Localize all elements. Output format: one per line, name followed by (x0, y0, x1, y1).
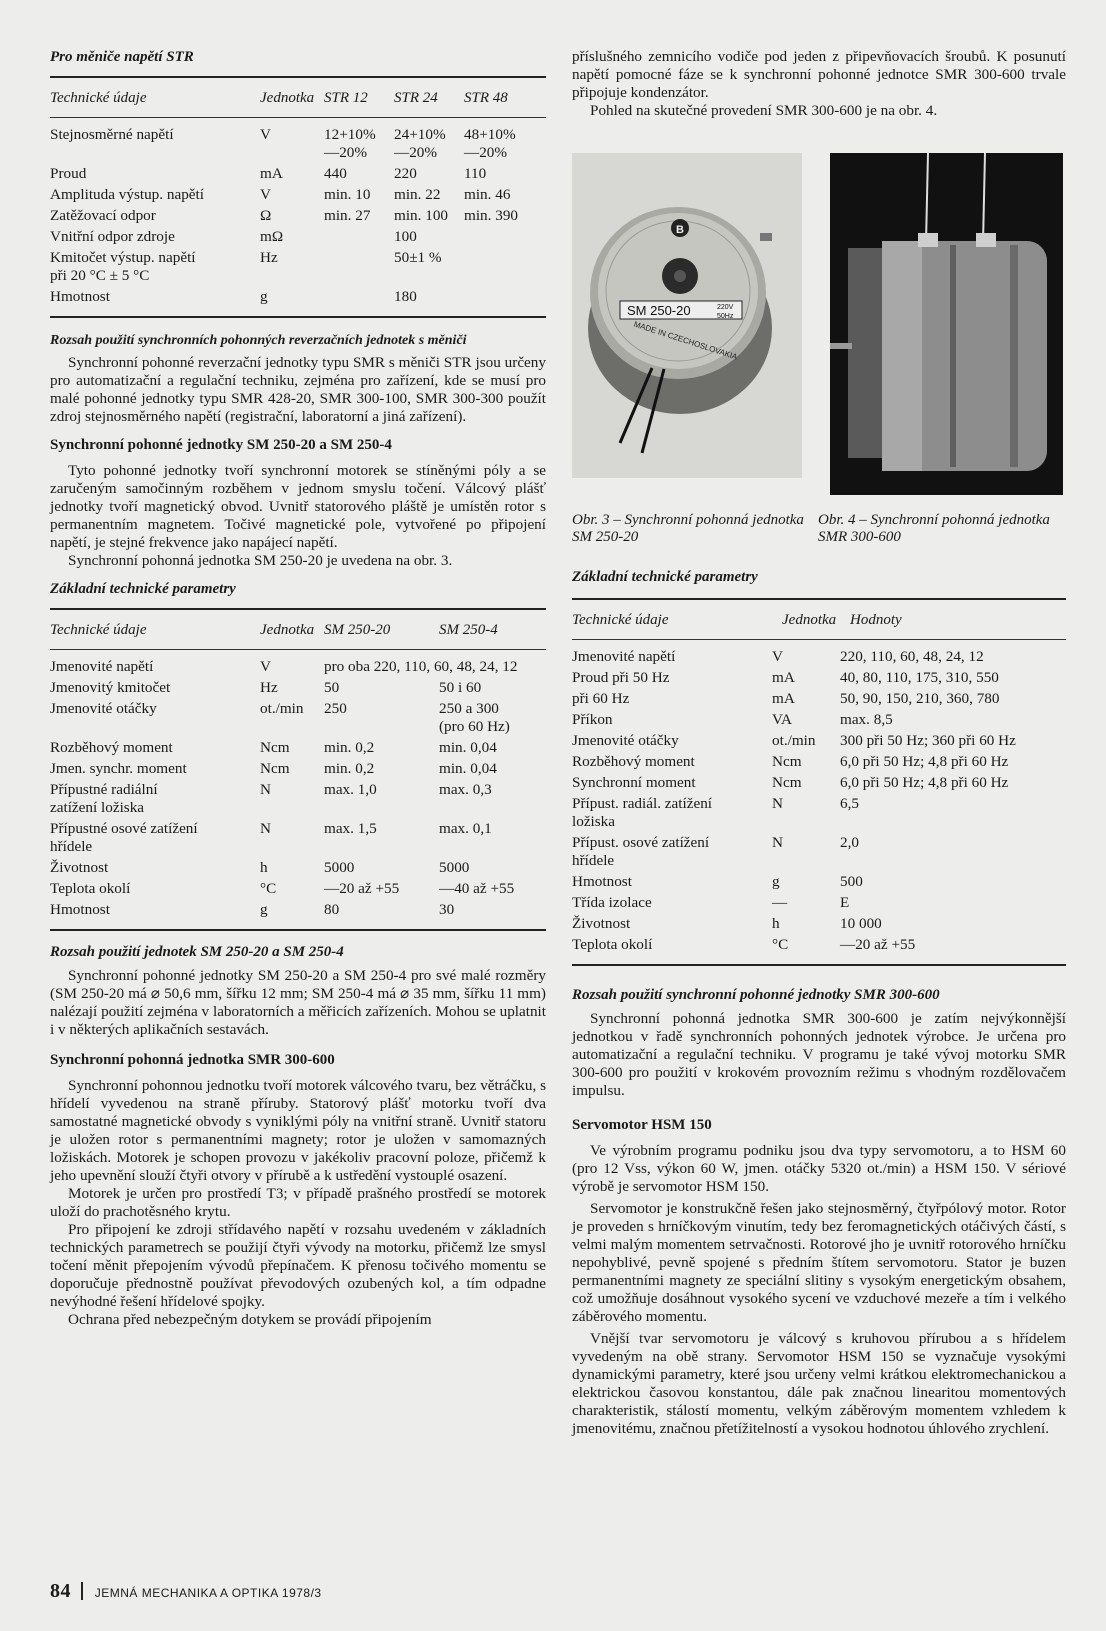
table-cell: 10 000 (840, 915, 882, 932)
table-cell: 2,0 (840, 834, 859, 851)
table-cell: 180 (394, 288, 417, 305)
table-cell: — (772, 894, 788, 911)
table-cell: 50±1 % (394, 249, 442, 266)
table-cell: VA (772, 711, 792, 728)
table-cell: N (260, 820, 271, 837)
str-heading: Pro měniče napětí STR (50, 49, 194, 65)
rozsah-sm-title: Rozsah použití jednotek SM 250-20 a SM 250-4 (50, 944, 344, 960)
photo3-label: SM 250-20 (627, 303, 691, 318)
sm-title: Synchronní pohonné jednotky SM 250-20 a SM 250-4 (50, 437, 392, 453)
table-cell: Teplota okolí (50, 880, 131, 897)
table-cell: 110 (464, 165, 487, 182)
table-cell: N (260, 781, 271, 798)
t2-h0: Technické údaje (50, 622, 147, 638)
table-row (50, 880, 546, 898)
table-cell: 48+10% —20% (464, 126, 516, 161)
table-cell: g (260, 288, 268, 305)
smr-p3: Pro připojení ke zdroji střídavého napětí v rozsahu uvedeném v základních technických parametrech se použijí čtyři vývody na motorku, přičemž lze smysl točení měnit přepojením vývodů přepínačem. K přenosu točivého momentu se doporučuje přednostně používat převodových ozubených kol, a tím odpadne nevýhodné řešení hřídelové spojky. (50, 1221, 546, 1310)
captions (572, 512, 1066, 546)
table-cell: 250 a 300 (pro 60 Hz) (439, 700, 510, 735)
motor-sm-250-20-image (572, 153, 802, 478)
table-cell: Hz (260, 679, 278, 696)
table-cell: V (260, 658, 271, 675)
sm-text2: Synchronní pohonná jednotka SM 250-20 je uvedena na obr. 3. (68, 552, 453, 569)
rozsah-str-text: Synchronní pohonné reverzační jednotky typu SMR s měniči STR jsou určeny pro automatizační a regulační techniku, zejména pro zařízení, kde se musí pro malé pohonné jednotky typu SMR 428-20, SMR 300-100, SMR 300-300 použít zdroj stejnosměrného napětí (registrační, laboratorní a jiná zařízení). (50, 354, 546, 425)
hsm-p2: Servomotor je konstrukčně řešen jako stejnosměrný, čtyřpólový motor. Rotor je proveden s hrníčkovým vinutím, tedy bez feromagnetických otáčivých částí, s velmi malým momentem setrvačnosti. Rotorové jho je uvnitř rotorového hrníčku nepohyblivé, pevně spojené s předním štítem servomotoru. Stator je buzen permanentními magnety ze speciální slitiny s vysokým energetickým obsahem, což umožňuje dosáhnout vysokého sycení ve vzduchové mezeře a tím i velkého záběrového momentu. (572, 1200, 1066, 1325)
table-row (50, 679, 546, 697)
table-rule (50, 316, 546, 318)
smr-p4: Ochrana před nebezpečným dotykem se provádí připojením (68, 1311, 432, 1328)
table-cell: 6,0 při 50 Hz; 4,8 při 60 Hz (840, 774, 1009, 791)
t1-h4: STR 48 (464, 90, 508, 106)
table-cell: max. 1,0 (324, 781, 377, 798)
left-column (50, 48, 546, 1329)
table-row (572, 795, 1066, 831)
table-cell: mA (772, 669, 795, 686)
table-cell: 100 (394, 228, 417, 245)
table-cell: Kmitočet výstup. napětí při 20 °C ± 5 °C (50, 249, 196, 284)
table-cell: 30 (439, 901, 455, 918)
table-cell: Ncm (772, 753, 802, 770)
table-cell: Třída izolace (572, 894, 652, 911)
t1-body (50, 118, 546, 306)
table-cell: 6,5 (840, 795, 859, 812)
table-cell: —20 až +55 (324, 880, 400, 897)
table-cell: 220 (394, 165, 417, 182)
table-cell (324, 228, 394, 246)
table-cell: Životnost (572, 915, 631, 932)
table-row (50, 658, 546, 676)
table-row (50, 228, 546, 246)
table-cell: 500 (840, 873, 863, 890)
table-cell: Přípust. radiál. zatížení ložiska (572, 795, 713, 830)
table-cell (464, 228, 534, 246)
table-cell: min. 0,04 (439, 760, 497, 777)
table-cell: Proud (50, 165, 87, 182)
t1-header (50, 78, 546, 117)
table-cell: 50 (324, 679, 340, 696)
table-cell: V (772, 648, 783, 665)
table-cell: Ncm (260, 739, 290, 756)
table-row (572, 753, 1066, 771)
table-cell: mΩ (260, 228, 284, 245)
table-cell: Přípust. osové zatížení hřídele (572, 834, 710, 869)
table-cell: 300 při 50 Hz; 360 při 60 Hz (840, 732, 1016, 749)
table-row (572, 936, 1066, 954)
table-cell: mA (260, 165, 283, 182)
table-row (572, 648, 1066, 666)
table-cell: Příkon (572, 711, 613, 728)
table-cell: 50 i 60 (439, 679, 482, 696)
table-cell: Proud při 50 Hz (572, 669, 670, 686)
table-cell: 12+10% —20% (324, 126, 376, 161)
table-cell: Životnost (50, 859, 109, 876)
table-cell (324, 288, 394, 306)
table-cell: min. 0,2 (324, 739, 375, 756)
table-cell (464, 288, 534, 306)
table-cell: g (772, 873, 780, 890)
footer-divider (81, 1582, 83, 1600)
table-cell: V (260, 126, 271, 143)
table-cell: 50, 90, 150, 210, 360, 780 (840, 690, 1000, 707)
table-row (572, 711, 1066, 729)
zp2-title: Základní technické parametry (572, 569, 758, 585)
table-row (50, 901, 546, 919)
table-cell: Rozběhový moment (572, 753, 695, 770)
table-row (50, 165, 546, 183)
t2-h1: Jednotka (260, 622, 315, 638)
t3-body (572, 640, 1066, 954)
table-cell: min. 0,2 (324, 760, 375, 777)
hsm-p3: Vnější tvar servomotoru je válcový s kruhovou přírubou a s hřídelem vyvedeným na obě strany. Servomotor HSM 150 se vyznačuje vysokými dynamickými parametry, které jsou určeny velmi krátkou elektromechanickou a elektrickou časovou konstantou, dále pak značnou linearitou momentových charakteristik, stálostí momentu, velkým záběrovým momentem vzhledem k jmenovitému, značnou přetížitelností a vysokou hodnotou úhlového zrychlení. (572, 1330, 1066, 1437)
svg-text:B: B (676, 224, 684, 236)
table-cell: max. 1,5 (324, 820, 377, 837)
table-cell: Teplota okolí (572, 936, 653, 953)
table-row (50, 288, 546, 306)
table-cell: Stejnosměrné napětí (50, 126, 174, 143)
t2-h3: SM 250-4 (439, 622, 498, 638)
table-cell: Přípustné radiální zatížení ložiska (50, 781, 158, 816)
t2-body (50, 650, 546, 919)
smr-title: Synchronní pohonná jednotka SMR 300-600 (50, 1052, 335, 1068)
table-cell: Hmotnost (50, 901, 110, 918)
table-cell: min. 100 (394, 207, 449, 224)
t1-h1: Jednotka (260, 90, 315, 106)
table-cell: Jmenovité otáčky (50, 700, 157, 717)
hsm-title: Servomotor HSM 150 (572, 1117, 712, 1133)
rozsah-str-title: Rozsah použití synchronních pohonných reverzačních jednotek s měniči (50, 333, 467, 348)
page-footer (50, 1580, 322, 1603)
table-cell: 80 (324, 901, 340, 918)
table-cell: 5000 (324, 859, 355, 876)
table-cell (324, 249, 394, 285)
table-cell: 6,0 při 50 Hz; 4,8 při 60 Hz (840, 753, 1009, 770)
table-cell: Jmen. synchr. moment (50, 760, 187, 777)
table-row (50, 739, 546, 757)
table-cell: Ncm (772, 774, 802, 791)
right-lower (572, 512, 1066, 1438)
journal-name: JEMNÁ MECHANIKA A OPTIKA 1978/3 (94, 1586, 322, 1600)
table-row (572, 873, 1066, 891)
table-cell (464, 249, 534, 285)
table-row (50, 820, 546, 856)
table-cell: max. 0,1 (439, 820, 492, 837)
table-cell: 40, 80, 110, 175, 310, 550 (840, 669, 999, 686)
table-cell: N (772, 834, 783, 851)
rozsah-smr-text: Synchronní pohonná jednotka SMR 300-600 je zatím nejvýkonnější jednotkou v řadě synchronních pohonných jednotek výrobce. Je určena pro automatizační a regulační techniku. V programu je také vývoj motorku SMR 300-600 pro použití v krokovém provozním režimu s vhodným rozdělovačem impulsu. (572, 1010, 1066, 1099)
table-cell: min. 46 (464, 186, 511, 203)
table-cell: min. 22 (394, 186, 441, 203)
table-cell: Ncm (260, 760, 290, 777)
photo3-volt: 220V (717, 304, 734, 311)
table-cell: Zatěžovací odpor (50, 207, 156, 224)
table-cell: —20 až +55 (840, 936, 916, 953)
motor-smr-300-600-image (830, 153, 1063, 495)
table-row (50, 207, 546, 225)
table-cell: pro oba 220, 110, 60, 48, 24, 12 (324, 658, 518, 675)
table-cell: 440 (324, 165, 347, 182)
table-row (50, 781, 546, 817)
table-cell: Hmotnost (572, 873, 632, 890)
right-column (572, 48, 1066, 120)
caption-obr4: Obr. 4 – Synchronní pohonná jednotka SMR 300-600 (818, 512, 1050, 545)
table-row (572, 834, 1066, 870)
t2-header (50, 610, 546, 649)
table-cell: max. 8,5 (840, 711, 893, 728)
sm-text1: Tyto pohonné jednotky tvoří synchronní motorek se stíněnými póly a se zaručeným samočinným rozběhem v jednom smyslu točení. Válcový plášť jednotky tvoří magnetický obvod. Uvnitř statorového pláště je umístěn rotor s permanentním magnetem. Točivé magnetické pole, vytvořené po připojení napětí, je stejné frekvence jako napájecí napětí. (50, 462, 546, 551)
table-cell: Amplituda výstup. napětí (50, 186, 204, 203)
table-cell: °C (772, 936, 789, 953)
cont-text2: Pohled na skutečné provedení SMR 300-600 je na obr. 4. (590, 102, 938, 119)
table-cell: min. 390 (464, 207, 519, 224)
table-row (572, 915, 1066, 933)
table-cell: V (260, 186, 271, 203)
caption-obr3: Obr. 3 – Synchronní pohonná jednotka SM 250-20 (572, 512, 804, 545)
table-rule (50, 929, 546, 931)
table-row (50, 126, 546, 162)
rozsah-smr-title: Rozsah použití synchronní pohonné jednotky SMR 300-600 (572, 987, 940, 1003)
table-cell: Ω (260, 207, 272, 224)
table-cell: při 60 Hz (572, 690, 630, 707)
table-row (572, 690, 1066, 708)
table-cell: ot./min (772, 732, 816, 749)
t3-h1: Jednotka (782, 612, 837, 628)
table-cell: E (840, 894, 850, 911)
table-cell: g (260, 901, 268, 918)
table-row (50, 859, 546, 877)
table-rule (572, 964, 1066, 966)
table-cell: Vnitřní odpor zdroje (50, 228, 175, 245)
photo3-made: MADE IN CZECHOSLOVAKIA (632, 319, 739, 362)
table-cell: Přípustné osové zatížení hřídele (50, 820, 198, 855)
cont-text: příslušného zemnicího vodiče pod jeden z připevňovacích šroubů. K posunutí napětí pomocné fáze se k synchronní pohonné jednotce SMR 300-600 trvale připojuje kondenzátor. (572, 48, 1066, 101)
smr-p2: Motorek je určen pro prostředí T3; v případě prašného prostředí se motorek uloží do prachotěsného krytu. (50, 1185, 546, 1220)
table-cell: h (772, 915, 780, 932)
table-cell: Jmenovitý kmitočet (50, 679, 171, 696)
t2-h2: SM 250-20 (324, 622, 391, 638)
photo-smr-300-600 (830, 153, 1063, 495)
page-number: 84 (50, 1580, 71, 1602)
t1-h3: STR 24 (394, 90, 438, 106)
table-cell: 250 (324, 700, 347, 717)
table-cell: h (260, 859, 268, 876)
zp1-title: Základní technické parametry (50, 581, 236, 597)
t1-h2: STR 12 (324, 90, 368, 106)
table-cell: Rozběhový moment (50, 739, 173, 756)
table-row (50, 760, 546, 778)
table-cell: Hz (260, 249, 278, 266)
t3-h0: Technické údaje (572, 612, 669, 628)
table-row (50, 249, 546, 285)
table-row (572, 774, 1066, 792)
table-cell: Jmenovité napětí (572, 648, 676, 665)
photo-sm-250-20 (572, 153, 802, 478)
table-cell: 220, 110, 60, 48, 24, 12 (840, 648, 984, 665)
table-cell: max. 0,3 (439, 781, 492, 798)
table-cell: Hmotnost (50, 288, 110, 305)
table-cell: min. 0,04 (439, 739, 497, 756)
table-cell: Synchronní moment (572, 774, 696, 791)
t1-h0: Technické údaje (50, 90, 147, 106)
table-cell: °C (260, 880, 277, 897)
table-cell: 24+10% —20% (394, 126, 446, 161)
t3-header (572, 600, 1066, 639)
table-row (50, 186, 546, 204)
photo3-freq: 50Hz (717, 313, 734, 320)
smr-p1: Synchronní pohonnou jednotku tvoří motorek válcového tvaru, bez větráčku, s hřídelí vyvedenou na straně příruby. Statorový plášť motorku tvoří dva samostatné magnetické obvody s vyniklými póly na vnitřní straně. Uvnitř statoru je uložen rotor s permanentními magnety; rotor je uložen v samomazných ložiskách. Motorek je schopen provozu v jakékoliv pracovní poloze, přičemž k jeho upevnění slouží čtyři otvory v přírubě a k ustředění vystouplé osazení. (50, 1077, 546, 1184)
table-cell: min. 27 (324, 207, 371, 224)
table-row (572, 732, 1066, 750)
rozsah-sm-text: Synchronní pohonné jednotky SM 250-20 a SM 250-4 pro své malé rozměry (SM 250-20 má ⌀ 50,6 mm, šířku 12 mm; SM 250-4 má ⌀ 35 mm, šířku 11 mm) nalézají použití zejména v laboratorních a měřicích zařízeních. Mohou se uplatnit i v některých aplikačních sestavách. (50, 967, 546, 1038)
table-row (50, 700, 546, 736)
table-cell: Jmenovité napětí (50, 658, 154, 675)
table-cell: min. 10 (324, 186, 371, 203)
table-cell: N (772, 795, 783, 812)
table-cell: mA (772, 690, 795, 707)
table-cell: —40 až +55 (439, 880, 515, 897)
table-row (572, 669, 1066, 687)
t3-h2: Hodnoty (850, 612, 902, 628)
table-row (572, 894, 1066, 912)
table-cell: ot./min (260, 700, 304, 717)
hsm-p1: Ve výrobním programu podniku jsou dva typy servomotoru, a to HSM 60 (pro 12 Vss, výkon 60 W, jmen. otáčky 5320 ot./min) a HSM 150. V sériové výrobě je servomotor HSM 150. (572, 1142, 1066, 1195)
table-cell: 5000 (439, 859, 470, 876)
table-cell: Jmenovité otáčky (572, 732, 679, 749)
